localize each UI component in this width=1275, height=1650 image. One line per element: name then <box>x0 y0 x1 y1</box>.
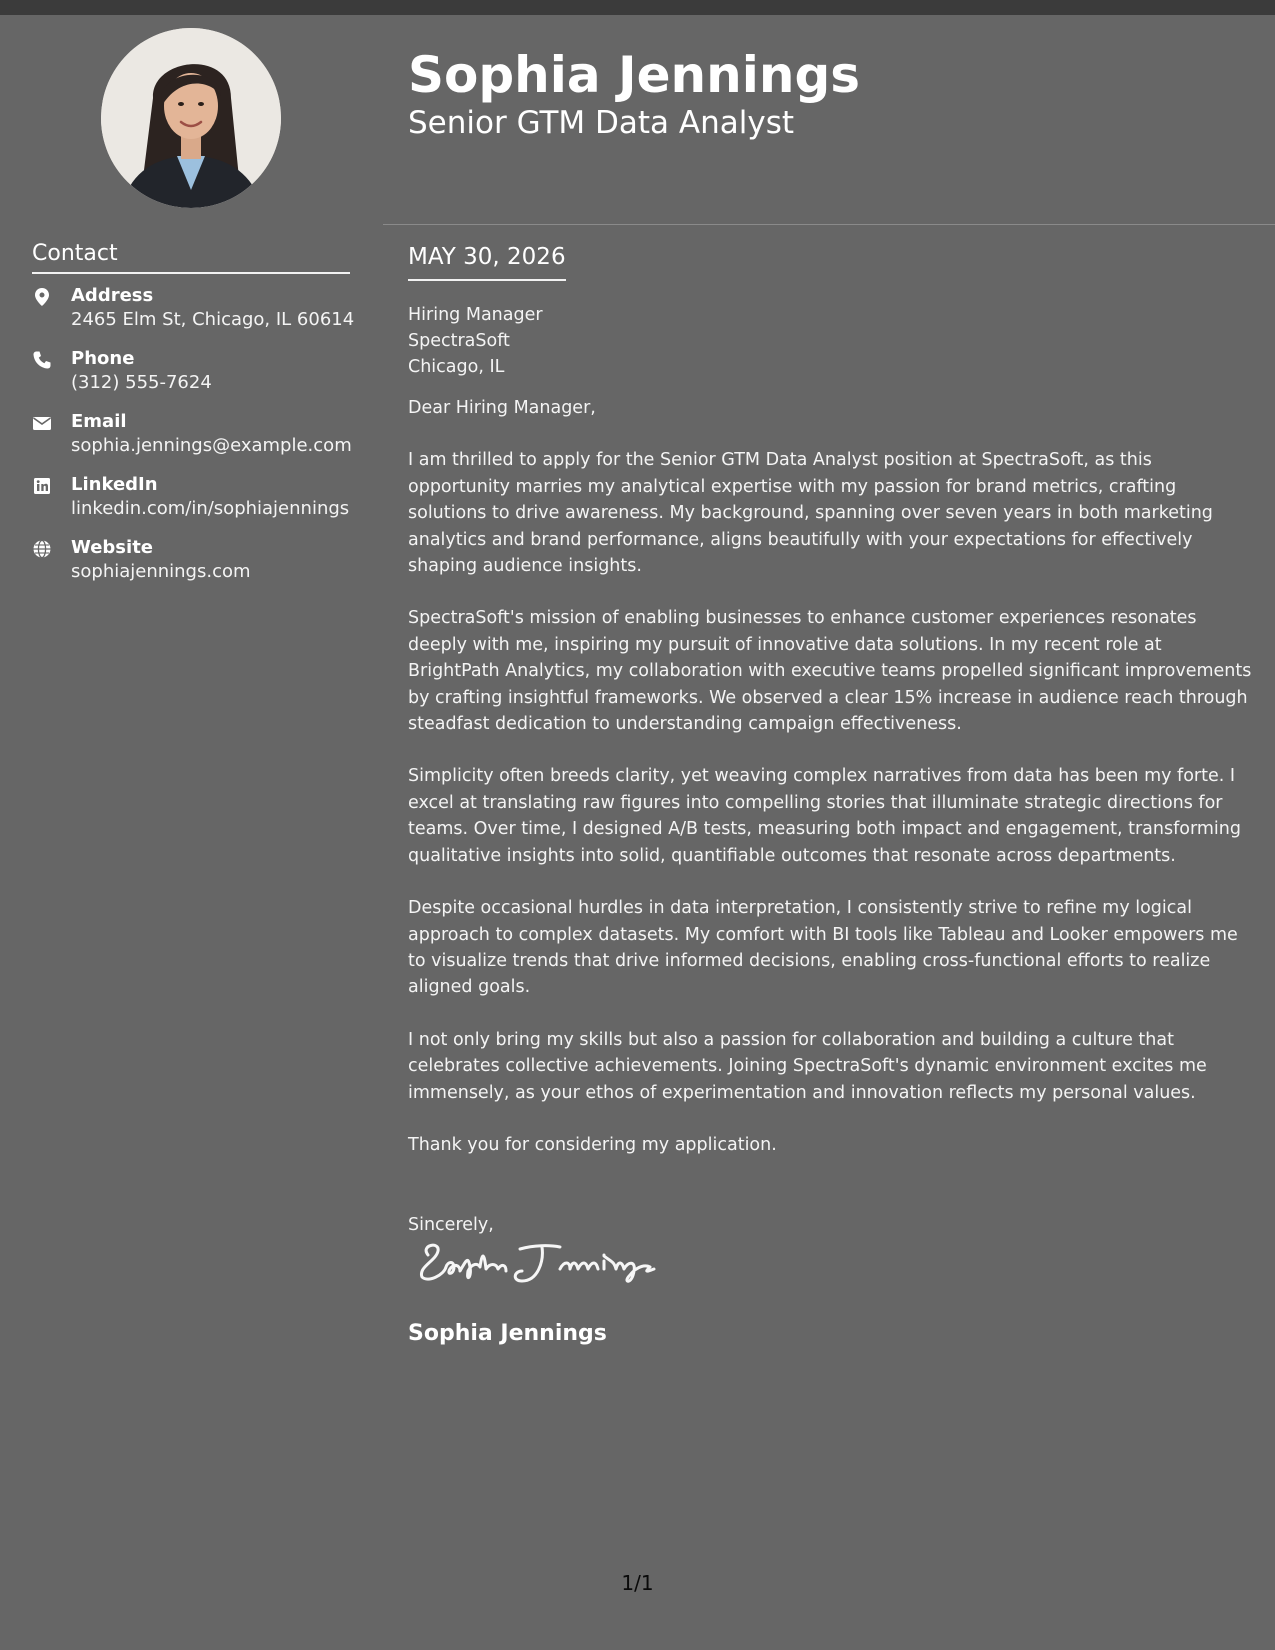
body-paragraph: I not only bring my skills but also a passion for collaboration and building a culture that celebrates collective achievements. Joining SpectraSoft's dynamic environment excites me immensely, as your ethos of experimentation and innovation reflects my personal values. <box>408 1029 1207 1103</box>
contact-value: (312) 555-7624 <box>71 372 212 393</box>
body-paragraph: Simplicity often breeds clarity, yet weaving complex narratives from data has been my forte. I excel at translating raw figures into compelling stories that illuminate strategic directions for teams. Over time, I designed A/B tests, measuring both impact and engagement, transforming qualitative insights into solid, quantifiable outcomes that resonate across departments. <box>408 766 1241 866</box>
letter-date: MAY 30, 2026 <box>408 243 566 281</box>
contact-label: Website <box>71 537 154 558</box>
contact-label: LinkedIn <box>71 474 158 495</box>
cover-letter-page <box>0 15 1275 1650</box>
letter-body <box>408 302 1253 1239</box>
contact-label: Address <box>71 285 154 306</box>
body-paragraph: Despite occasional hurdles in data interpretation, I consistently strive to refine my logical approach to complex datasets. My comfort with BI tools like Tableau and Looker empowers me to visualize trends that drive informed decisions, enabling cross-functional efforts to realize aligned goals. <box>408 898 1238 998</box>
map-pin-icon <box>32 287 52 307</box>
salutation: Dear Hiring Manager, <box>408 398 596 418</box>
top-strip <box>0 0 1275 15</box>
contact-heading: Contact <box>32 241 350 274</box>
contact-item-website <box>32 537 352 600</box>
signed-name: Sophia Jennings <box>408 1321 607 1346</box>
closing: Sincerely, <box>408 1215 494 1236</box>
contact-item-linkedin <box>32 474 352 537</box>
contact-label: Phone <box>71 348 135 369</box>
body-paragraph: Thank you for considering my application. <box>408 1134 777 1155</box>
applicant-role: Senior GTM Data Analyst <box>408 105 795 141</box>
globe-icon <box>32 539 52 559</box>
recipient-line: Hiring Manager <box>408 305 543 325</box>
body-paragraph: I am thrilled to apply for the Senior GTM Data Analyst position at SpectraSoft, as this opportunity marries my analytical expertise with my passion for brand metrics, crafting solutions to drive awareness. My background, spanning over seven years in both marketing analytics and brand performance, aligns beautifully with your expectations for effectively shaping audience insights. <box>408 450 1213 577</box>
recipient-block <box>408 302 1253 380</box>
contact-value: linkedin.com/in/sophiajennings <box>71 498 350 519</box>
body-paragraph: SpectraSoft's mission of enabling businesses to enhance customer experiences resonates deeply with me, inspiring my pursuit of innovative data solutions. In my recent role at BrightPath Analytics, my collaboration with executive teams propelled significant improvements by crafting insightful frameworks. We observed a clear 15% increase in audience reach through steadfast dedication to understanding campaign effectiveness. <box>408 608 1252 735</box>
page-number: 1/1 <box>621 1571 654 1595</box>
contact-item-address <box>32 285 355 348</box>
profile-photo <box>101 28 281 208</box>
signature <box>410 1231 670 1291</box>
envelope-icon <box>32 413 52 433</box>
recipient-line: SpectraSoft <box>408 331 510 351</box>
contact-list <box>32 285 355 600</box>
avatar <box>101 28 281 208</box>
contact-item-phone <box>32 348 352 411</box>
contact-value: 2465 Elm St, Chicago, IL 60614 <box>71 309 355 330</box>
contact-label: Email <box>71 411 127 432</box>
applicant-name: Sophia Jennings <box>408 46 861 104</box>
recipient-line: Chicago, IL <box>408 357 505 377</box>
contact-value: sophia.jennings@example.com <box>71 435 352 456</box>
contact-item-email <box>32 411 352 474</box>
header-divider <box>383 224 1275 225</box>
phone-icon <box>32 350 52 370</box>
linkedin-icon <box>32 476 52 496</box>
contact-value: sophiajennings.com <box>71 561 251 582</box>
